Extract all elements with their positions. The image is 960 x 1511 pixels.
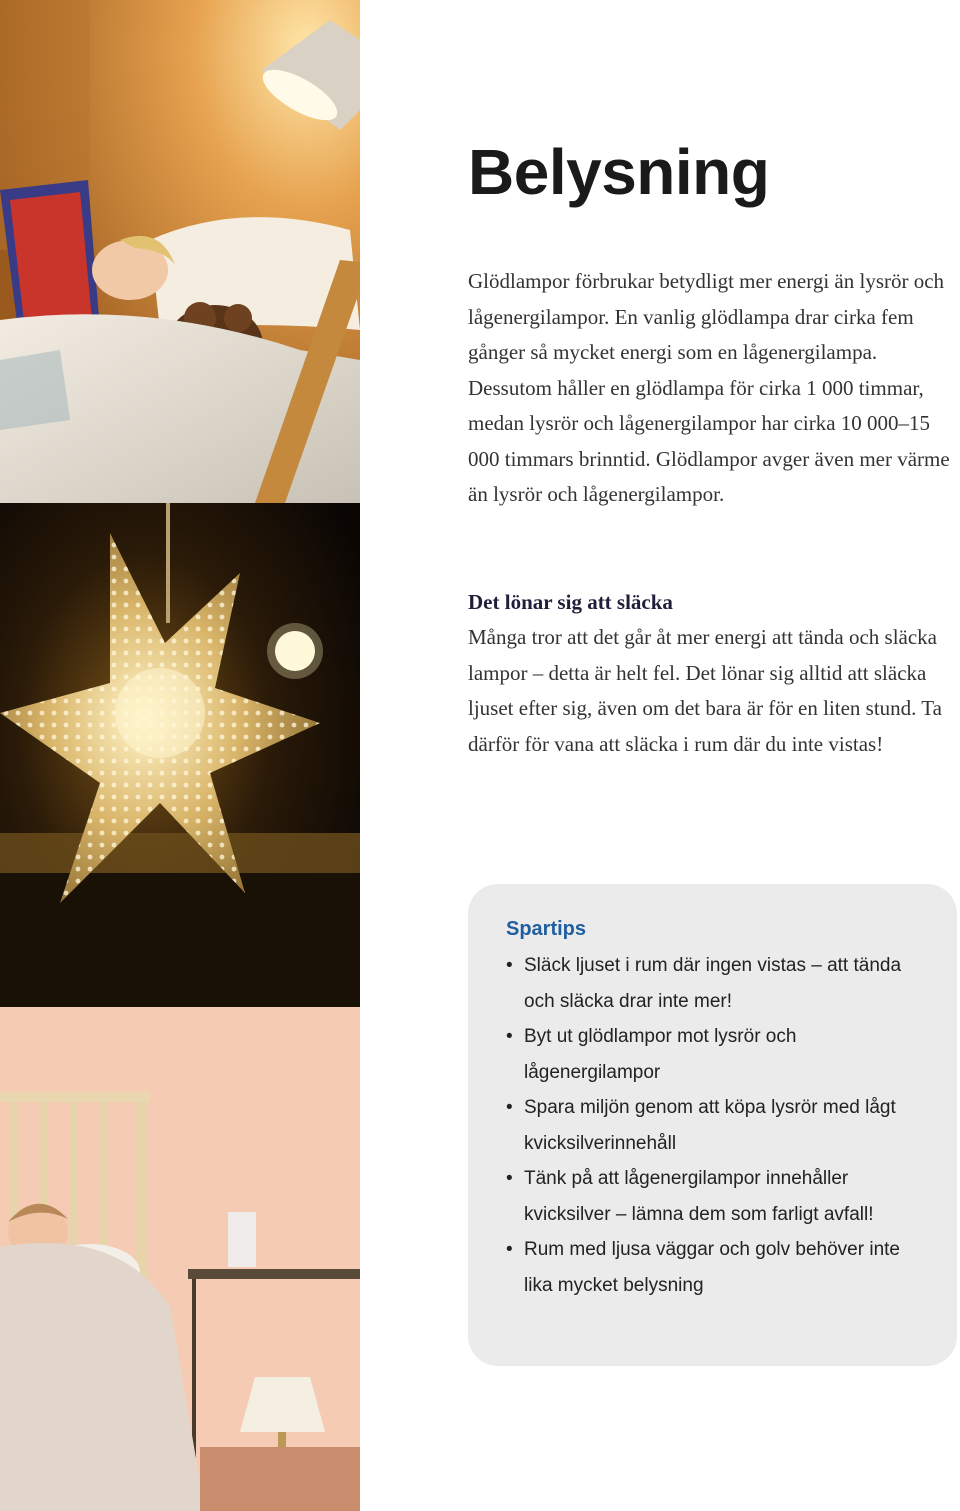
photo-column [0, 0, 360, 1511]
tip-item [506, 1090, 926, 1161]
bullet-icon: • [506, 1168, 513, 1189]
tip-text: Rum med ljusa väggar och golv behöver inte lika mycket belysning [524, 1239, 900, 1296]
tip-item [506, 1232, 926, 1303]
tip-item [506, 948, 926, 1019]
tip-text: Släck ljuset i rum där ingen vistas – att tända och släcka drar inte mer! [524, 955, 902, 1012]
bullet-icon: • [506, 1026, 513, 1047]
intro-paragraph: Glödlampor förbrukar betydligt mer energi än lysrör och lågenergilampor. En vanlig glödlampa drar cirka fem gånger så mycket energi som en lågenergilampa. Dessutom håller en glödlampa för cirka 1 000 timmar, medan lysrör och lågenergilampor har cirka 10 000–15 000 timmars brinntid. Glödlampor avger även mer värme än lysrör och lågenergilampor. [468, 269, 950, 506]
section-heading: Det lönar sig att släcka [468, 590, 673, 614]
tip-text: Byt ut glödlampor mot lysrör och lågenergilampor [524, 1026, 797, 1083]
tip-item [506, 1161, 926, 1232]
section-body: Många tror att det går åt mer energi att tända och släcka lampor – detta är helt fel. Det lönar sig alltid att släcka ljuset efter sig, även om det bara är för en liten stund. Ta därför för vana att släcka i rum där du inte vistas! [468, 625, 942, 756]
bullet-icon: • [506, 955, 513, 976]
bullet-icon: • [506, 1097, 513, 1118]
tips-box [468, 884, 957, 1366]
tips-title: Spartips [506, 918, 587, 940]
page-title: Belysning [468, 136, 770, 208]
tip-item [506, 1019, 926, 1090]
photo-child-reading-in-bed [0, 0, 360, 503]
tip-text: Spara miljön genom att köpa lysrör med lågt kvicksilverinnehåll [524, 1097, 896, 1154]
tip-text: Tänk på att lågenergilampor innehåller kvicksilver – lämna dem som farligt avfall! [524, 1168, 874, 1225]
bullet-icon: • [506, 1239, 513, 1260]
photo-child-bed-lamp [0, 1007, 360, 1511]
tips-list [506, 948, 926, 1303]
photo-star-lamp [0, 503, 360, 1007]
